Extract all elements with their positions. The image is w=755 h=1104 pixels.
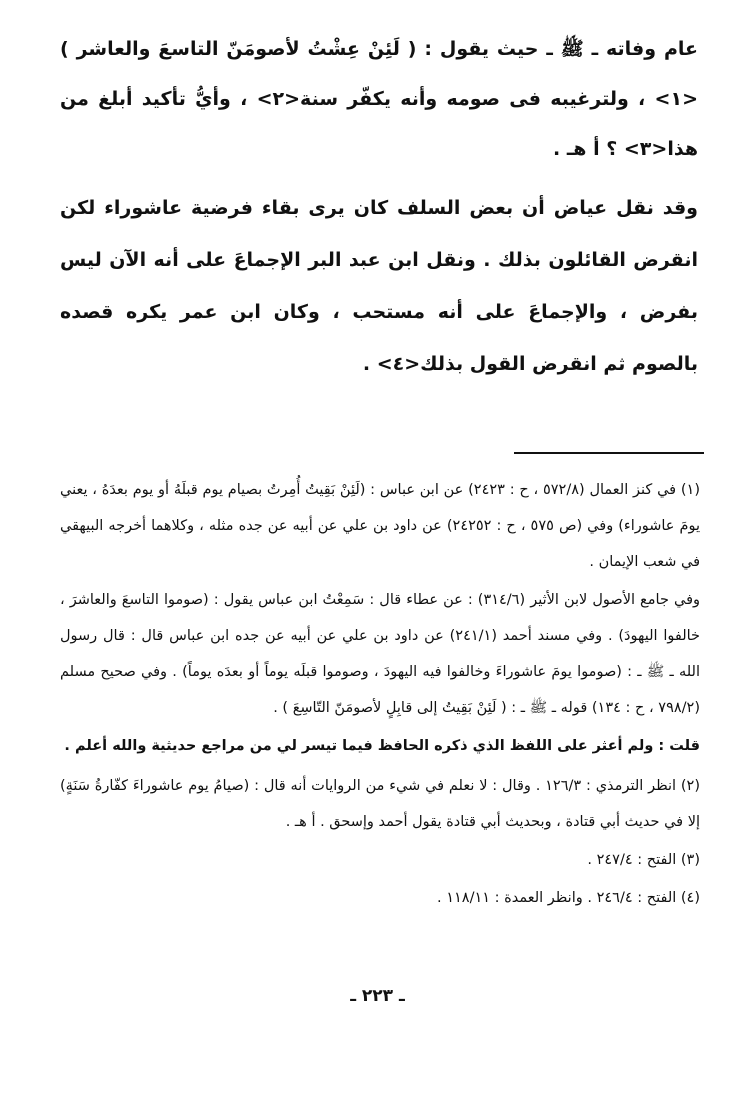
footnote-1-part-b: وفي جامع الأصول لابن الأثير (٣١٤/٦) : عن عطاء قال : سَمِعْتُ ابن عباس يقول : (صوموا التاسعَ والعاشرَ ، خالفوا اليهودَ) . وفي مسند أحمد (٢٤١/١) عن داود بن علي عن أبيه عن جده ابن عباس قال : قال رسول الله ـ ﷺ ـ : (صوموا يومَ عاشوراءَ وخالفوا فيه اليهودَ ، وصوموا قبلَه يوماً أو بعدَه يوماً) . وفي صحيح مسلم (٧٩٨/٢ ، ح : ١٣٤) قوله ـ ﷺ ـ : ( لَئِنْ بَقِيتُ إلى قابِلٍ لأصومَنّ التّاسِعَ ) .	[60, 592, 701, 716]
footnote-divider	[514, 452, 704, 454]
body-paragraph-1: عام وفاته ـ ﷺ ـ حيث يقول : ( لَئِنْ عِشْتُ لأصومَنّ التاسعَ والعاشر )<١> ، ولترغيبه فى صومه وأنه يكفّر سنة<٢> ، وأيُّ تأكيد أبلغ من هذا<٣> ؟ أ هـ .	[60, 38, 698, 160]
body-paragraph-2: وقد نقل عياض أن بعض السلف كان يرى بقاء فرضية عاشوراء لكن انقرض القائلون بذلك . ونقل ابن عبد البر الإجماعَ على أنه الآن ليس بفرض ، والإجماعَ على أنه مستحب ، وكان ابن عمر يكره قصده بالصوم ثم انقرض القول بذلك<٤> .	[60, 197, 698, 375]
main-text	[60, 24, 698, 390]
footnote-2: (٢) انظر الترمذي : ١٢٦/٣ . وقال : لا نعلم في شيء من الروايات أنه قال : (صيامُ يوم عاشوراءَ كفّارةُ سَنَةٍ) إلا في حديث أبي قتادة ، وبحديث أبي قتادة يقول أحمد وإسحق . أ هـ .	[60, 778, 700, 830]
footnote-1-part-a: (١) في كنز العمال (٥٧٢/٨ ، ح : ٢٤٢٣) عن ابن عباس : (لَئِنْ بَقِيتُ أُمِرتُ بصيام يوم قبلَهُ أو يوم بعدَهُ ، يعني يومَ عاشوراء) وفي (ص ٥٧٥ ، ح : ٢٤٢٥٢) عن داود بن علي عن أبيه عن جده مثله ، وكلاهما أخرجه البيهقي في شعب الإيمان .	[60, 482, 700, 570]
footnote-4: (٤) الفتح : ٢٤٦/٤ . وانظر العمدة : ١١٨/١١ .	[437, 890, 700, 906]
footnote-1-note: قلت : ولم أعثر على اللفظ الذي ذكره الحافظ فيما تيسر لي من مراجع حديثية والله أعلم .	[64, 738, 700, 754]
footnote-3: (٣) الفتح : ٢٤٧/٤ .	[587, 852, 700, 868]
page-number: ـ ٢٢٣ ـ	[350, 986, 405, 1006]
footnotes	[60, 472, 700, 918]
